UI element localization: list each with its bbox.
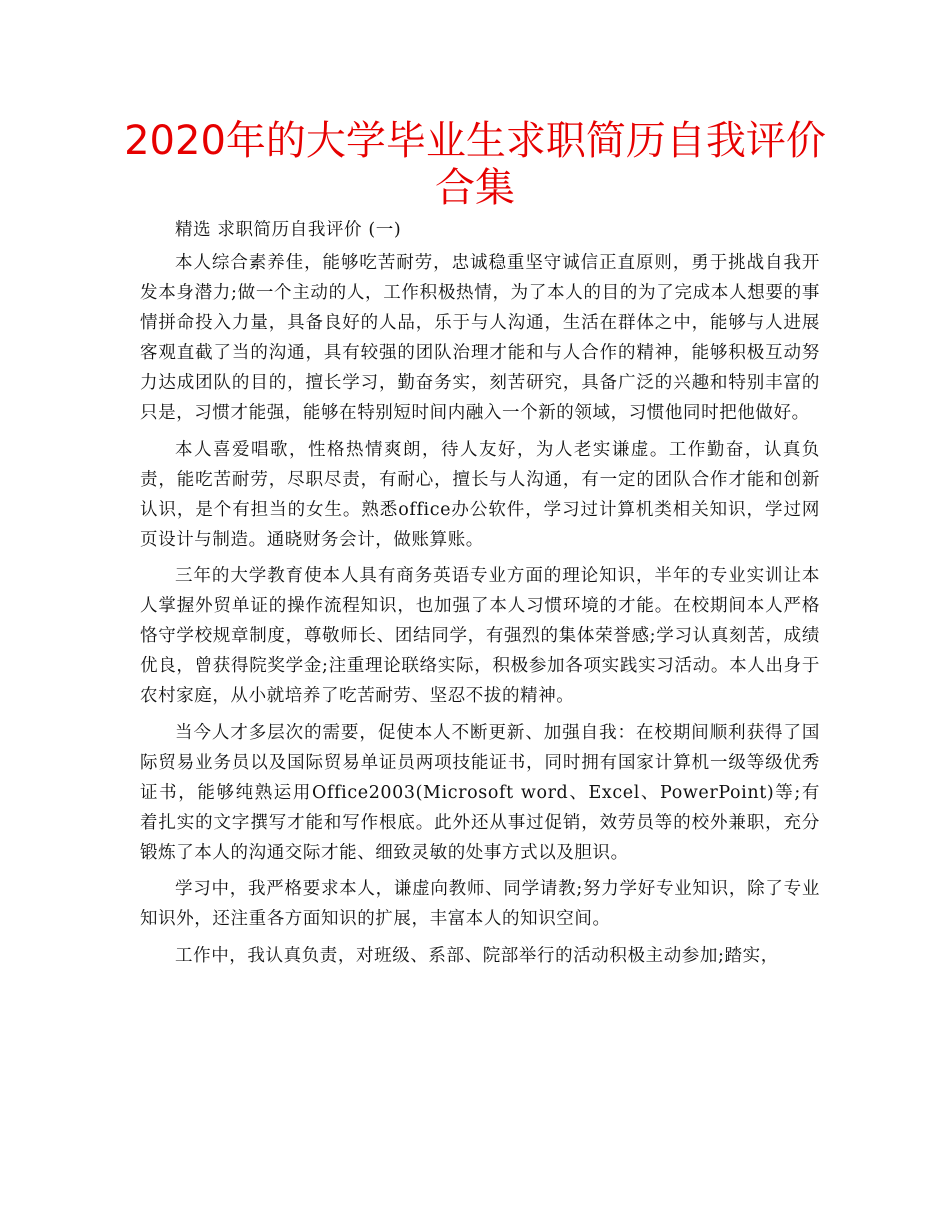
paragraph: 本人喜爱唱歌，性格热情爽朗，待人友好，为人老实谦虚。工作勤奋，认真负责，能吃苦耐劳，尽职尽责，有耐心，擅长与人沟通，有一定的团队合作才能和创新认识，是个有担当的女生。熟悉office办公软件，学习过计算机类相关知识，学过网页设计与制造。通晓财务会计，做账算账。	[140, 439, 820, 550]
paragraph: 三年的大学教育使本人具有商务英语专业方面的理论知识，半年的专业实训让本人掌握外贸单证的操作流程知识，也加强了本人习惯环境的才能。在校期间本人严格恪守学校规章制度，尊敬师长、团结同学，有强烈的集体荣誉感;学习认真刻苦，成绩优良，曾获得院奖学金;注重理论联络实际，积极参加各项实践实习活动。本人出身于农村家庭，从小就培养了吃苦耐劳、坚忍不拔的精神。	[140, 566, 820, 706]
document-body	[140, 215, 820, 977]
paragraph: 当今人才多层次的需要，促使本人不断更新、加强自我：在校期间顺利获得了国际贸易业务员以及国际贸易单证员两项技能证书，同时拥有国家计算机一级等级优秀证书，能够纯熟运用Office2003(Microsoft word、Excel、PowerPoint)等;有着扎实的文字撰写才能和写作根底。此外还从事过促销，效劳员等的校外兼职，充分锻炼了本人的沟通交际才能、细致灵敏的处事方式以及胆识。	[140, 722, 820, 863]
paragraph: 本人综合素养佳，能够吃苦耐劳，忠诚稳重坚守诚信正直原则，勇于挑战自我开发本身潜力;做一个主动的人，工作积极热情，为了本人的目的为了完成本人想要的事情拼命投入力量，具备良好的人品，乐于与人沟通，生活在群体之中，能够与人进展客观直截了当的沟通，具有较强的团队治理才能和与人合作的精神，能够积极互动努力达成团队的目的，擅长学习，勤奋务实，刻苦研究，具备广泛的兴趣和特别丰富的只是，习惯才能强，能够在特别短时间内融入一个新的领域，习惯他同时把他做好。	[140, 253, 820, 423]
document-title: 2020年的大学毕业生求职简历自我评价合集	[124, 118, 826, 211]
section-heading: 精选 求职简历自我评价 (一)	[175, 220, 402, 240]
paragraph: 工作中，我认真负责，对班级、系部、院部举行的活动积极主动参加;踏实，	[175, 945, 779, 966]
paragraph: 学习中，我严格要求本人，谦虚向教师、同学请教;努力学好专业知识，除了专业知识外，还注重各方面知识的扩展，丰富本人的知识空间。	[140, 879, 820, 929]
